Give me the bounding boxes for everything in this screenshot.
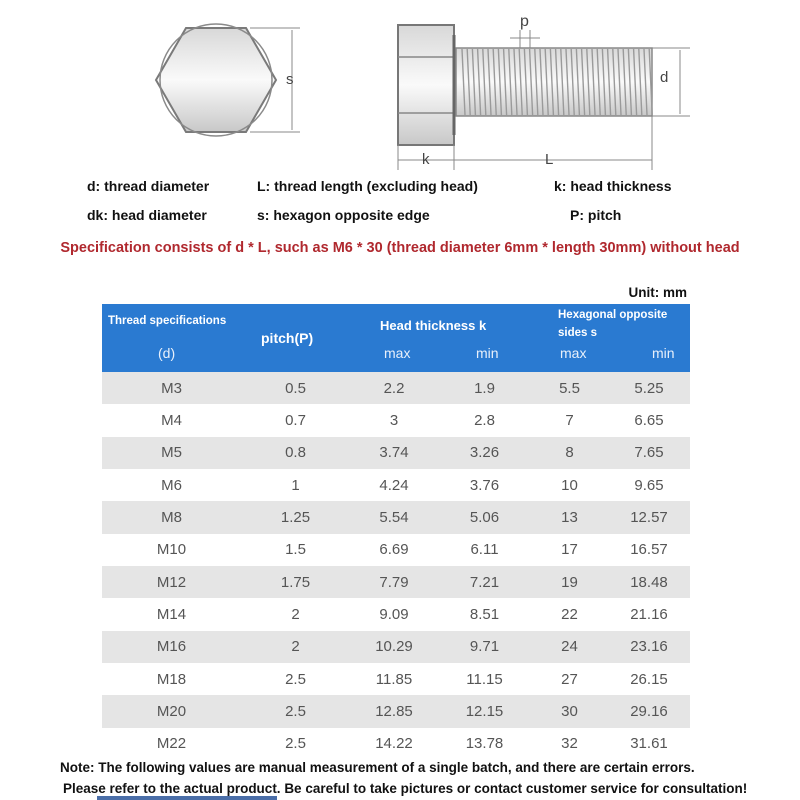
hex-max-cell: 5.5 [559, 379, 580, 397]
note-line-1: Note: The following values are manual measurement of a single batch, and there are certain errors. [60, 760, 695, 775]
bolt-thread [456, 48, 652, 116]
head-min-cell: 13.78 [465, 735, 504, 753]
legend-P: P: pitch [570, 207, 622, 223]
header-thread-spec-sub: (d) [158, 345, 176, 361]
hex-max-cell: 17 [561, 541, 578, 559]
p-label: p [520, 13, 529, 30]
hex-min-cell: 18.48 [630, 573, 668, 591]
thread-spec-cell: M20 [156, 702, 187, 720]
hex-min-cell: 16.57 [630, 541, 668, 559]
table-row [102, 437, 690, 469]
pitch-cell: 2 [291, 605, 300, 623]
hex-max-cell: 32 [561, 735, 578, 753]
header-max-k: max [384, 345, 411, 361]
header-head-thickness: Head thickness k [380, 318, 487, 333]
note-line-2: Please refer to the actual product. Be careful to take pictures or contact customer service for consultation! [63, 781, 748, 796]
header-pitch: pitch(P) [261, 330, 314, 346]
k-label: k [422, 151, 430, 168]
hex-max-cell: 7 [565, 411, 574, 429]
hex-min-cell: 29.16 [630, 702, 668, 720]
head-min-cell: 9.71 [469, 638, 500, 656]
hex-min-cell: 31.61 [630, 735, 668, 753]
head-min-cell: 3.76 [469, 476, 500, 494]
head-max-cell: 7.79 [379, 573, 409, 591]
head-min-cell: 7.21 [469, 573, 500, 591]
header-min-s: min [652, 345, 675, 361]
unit-label: Unit: mm [628, 285, 687, 300]
header-hex-line1: Hexagonal opposite [558, 309, 668, 321]
head-max-cell: 2.2 [383, 379, 405, 397]
pitch-cell: 1.75 [280, 573, 311, 591]
d-label: d [660, 69, 669, 86]
header-hex-line2: sides s [558, 327, 597, 339]
table-row [102, 372, 690, 404]
header-thread-spec: Thread specifications [108, 315, 227, 327]
head-min-cell: 12.15 [465, 702, 504, 720]
thread-spec-cell: M16 [156, 638, 187, 656]
pitch-cell: 2.5 [285, 735, 306, 753]
table-row [102, 598, 690, 630]
hex-max-cell: 13 [561, 508, 578, 526]
thread-spec-cell: M4 [161, 411, 182, 429]
pitch-cell: 0.5 [285, 379, 306, 397]
head-max-cell: 5.54 [379, 508, 409, 526]
head-max-cell: 11.85 [375, 670, 413, 688]
head-min-cell: 1.9 [474, 379, 495, 397]
table-row [102, 469, 690, 501]
thread-spec-cell: M3 [161, 379, 182, 397]
table-row [102, 404, 690, 436]
table-row [102, 631, 690, 663]
table-row [102, 501, 690, 533]
pitch-cell: 1 [291, 476, 300, 494]
table-row [102, 728, 690, 760]
head-min-cell: 5.06 [469, 508, 500, 526]
thread-spec-cell: M8 [161, 508, 182, 526]
header-min-k: min [476, 345, 499, 361]
bolt-diagram [0, 0, 800, 175]
hex-max-cell: 10 [561, 476, 578, 494]
head-min-cell: 3.26 [469, 444, 500, 462]
pitch-cell: 2 [291, 638, 300, 656]
hex-min-cell: 12.57 [630, 508, 668, 526]
bottom-accent-bar [97, 796, 277, 800]
head-max-cell: 6.69 [379, 541, 409, 559]
thread-spec-cell: M18 [156, 670, 187, 688]
hex-min-cell: 6.65 [634, 411, 664, 429]
hexagon-head-view [156, 24, 276, 136]
pitch-cell: 1.25 [280, 508, 311, 526]
d-dimension [652, 48, 690, 116]
legend-k: k: head thickness [554, 178, 672, 194]
hex-min-cell: 26.15 [630, 670, 668, 688]
head-min-cell: 11.15 [466, 670, 503, 688]
legend-L: L: thread length (excluding head) [257, 178, 478, 194]
table-row [102, 566, 690, 598]
table-row [102, 534, 690, 566]
legend-s: s: hexagon opposite edge [257, 207, 430, 223]
head-max-cell: 9.09 [379, 605, 409, 623]
thread-spec-cell: M12 [156, 573, 187, 591]
head-min-cell: 8.51 [469, 605, 500, 623]
hex-min-cell: 9.65 [634, 476, 664, 494]
hex-min-cell: 7.65 [634, 444, 664, 462]
head-max-cell: 14.22 [375, 735, 413, 753]
hex-min-cell: 5.25 [634, 379, 664, 397]
head-max-cell: 3 [389, 411, 399, 429]
legend-d: d: thread diameter [87, 178, 210, 194]
pitch-cell: 1.5 [285, 541, 306, 559]
hex-max-cell: 19 [561, 573, 578, 591]
head-max-cell: 3.74 [379, 444, 409, 462]
hex-max-cell: 8 [565, 444, 574, 462]
head-max-cell: 4.24 [379, 476, 409, 494]
thread-spec-cell: M10 [156, 541, 187, 559]
head-min-cell: 2.8 [474, 411, 495, 429]
hex-max-cell: 30 [561, 702, 578, 720]
head-min-cell: 6.11 [470, 541, 499, 559]
thread-spec-cell: M22 [156, 735, 187, 753]
p-dimension [510, 30, 540, 48]
spec-table [102, 304, 690, 760]
thread-spec-cell: M5 [161, 444, 182, 462]
pitch-cell: 2.5 [285, 670, 306, 688]
pitch-cell: 0.7 [285, 411, 306, 429]
table-row [102, 663, 690, 695]
pitch-cell: 2.5 [285, 702, 306, 720]
hex-max-cell: 27 [561, 670, 578, 688]
table-row [102, 695, 690, 727]
head-max-cell: 10.29 [375, 638, 413, 656]
legend-dk: dk: head diameter [87, 207, 207, 223]
table-header [102, 304, 690, 372]
thread-spec-cell: M6 [161, 476, 182, 494]
table-body [102, 372, 690, 760]
header-max-s: max [560, 345, 587, 361]
hex-min-cell: 21.16 [630, 605, 668, 623]
hex-max-cell: 24 [561, 638, 578, 656]
thread-spec-cell: M14 [156, 605, 187, 623]
s-label: s [286, 71, 294, 88]
pitch-cell: 0.8 [285, 444, 306, 462]
hex-min-cell: 23.16 [630, 638, 668, 656]
spec-note: Specification consists of d * L, such as M6 * 30 (thread diameter 6mm * length 30mm) without head [60, 240, 740, 256]
bolt-head-side [398, 25, 454, 145]
head-max-cell: 12.85 [375, 702, 413, 720]
L-label: L [545, 151, 554, 168]
hex-max-cell: 22 [561, 605, 578, 623]
